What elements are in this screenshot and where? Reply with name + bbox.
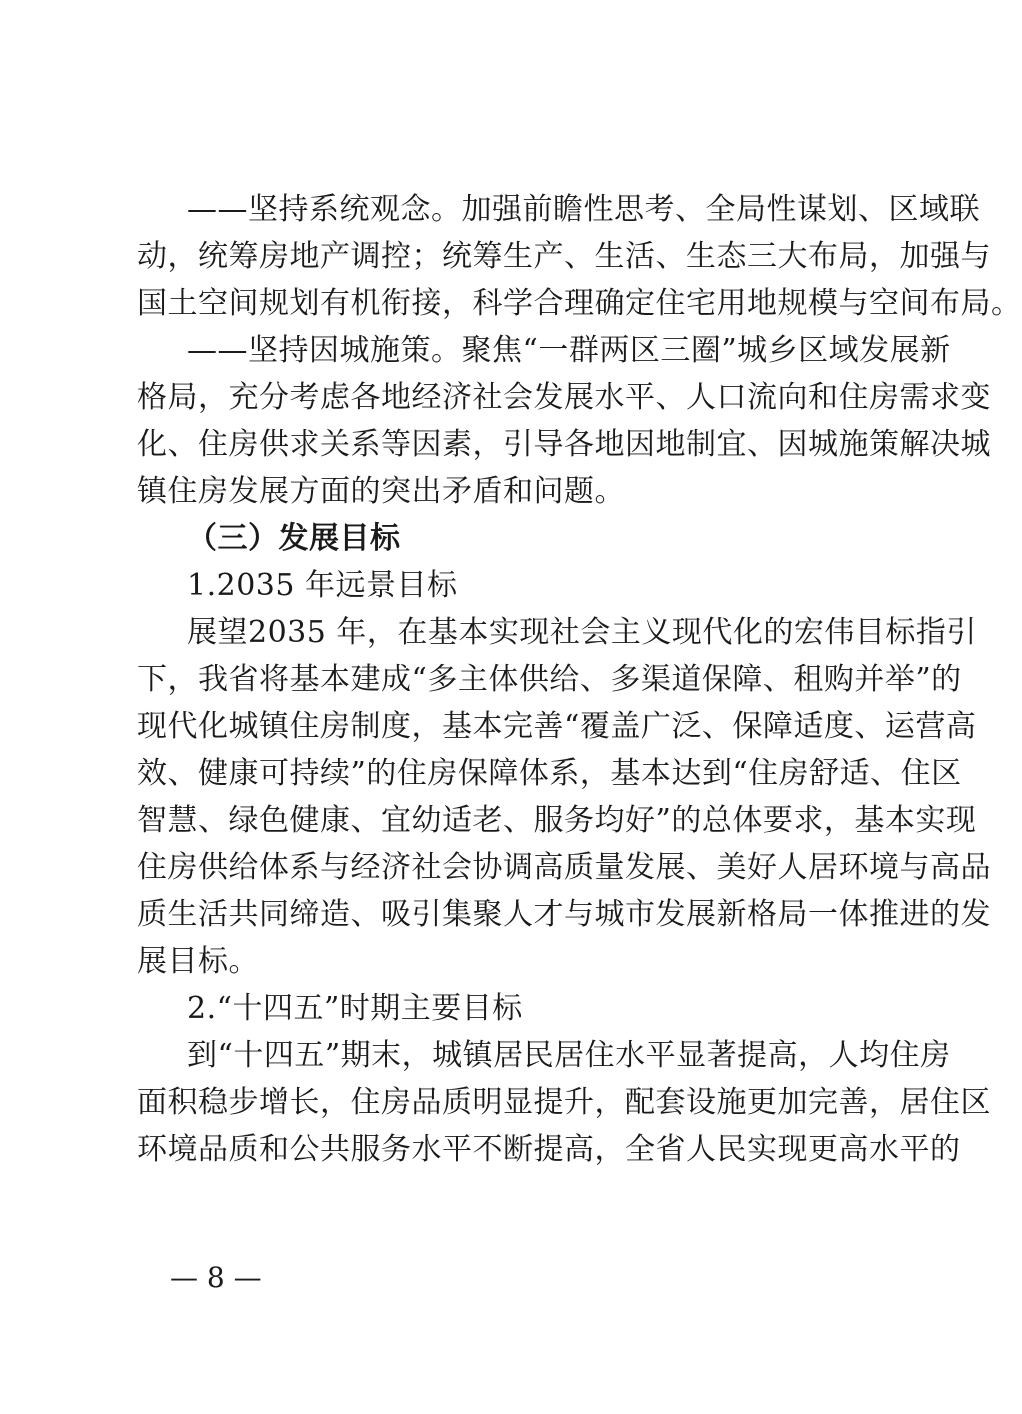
paragraph-line: 面积稳步增长，住房品质明显提升，配套设施更加完善，居住区 [137,1085,991,1120]
paragraph-line: 质生活共同缔造、吸引集聚人才与城市发展新格局一体推进的发 [137,897,991,932]
paragraph-line: 展目标。 [137,944,259,979]
paragraph-line: 下，我省将基本建成“多主体供给、多渠道保障、租购并举”的 [137,662,962,697]
paragraph-line: 镇住房发展方面的突出矛盾和问题。 [137,474,625,509]
page-number: — 8 — [170,1261,262,1294]
subsection-heading: 2.“十四五”时期主要目标 [187,991,523,1026]
paragraph-line: 现代化城镇住房制度，基本完善“覆盖广泛、保障适度、运营高 [137,709,977,744]
paragraph-line: 效、健康可持续”的住房保障体系，基本达到“住房舒适、住区 [137,756,962,791]
paragraph-line: ——坚持因城施策。聚焦“一群两区三圈”城乡区域发展新 [187,333,951,368]
paragraph-line: 到“十四五”期末，城镇居民居住水平显著提高，人均住房 [187,1038,951,1073]
paragraph-line: 化、住房供求关系等因素，引导各地因地制宜、因城施策解决城 [137,427,991,462]
paragraph-line: 格局，充分考虑各地经济社会发展水平、人口流向和住房需求变 [137,380,991,415]
paragraph-line: 环境品质和公共服务水平不断提高，全省人民实现更高水平的 [137,1132,961,1167]
paragraph-line: 展望2035 年，在基本实现社会主义现代化的宏伟目标指引 [187,615,977,650]
paragraph-line: 住房供给体系与经济社会协调高质量发展、美好人居环境与高品 [137,850,991,885]
subsection-heading: 1.2035 年远景目标 [187,568,458,603]
paragraph-line: 智慧、绿色健康、宜幼适老、服务均好”的总体要求，基本实现 [137,803,977,838]
paragraph-line: 国土空间规划有机衔接，科学合理确定住宅用地规模与空间布局。 [137,286,1022,321]
paragraph-line: 动，统筹房地产调控；统筹生产、生活、生态三大布局，加强与 [137,239,991,274]
section-heading: （三）发展目标 [187,521,401,556]
paragraph-line: ——坚持系统观念。加强前瞻性思考、全局性谋划、区域联 [187,192,980,227]
